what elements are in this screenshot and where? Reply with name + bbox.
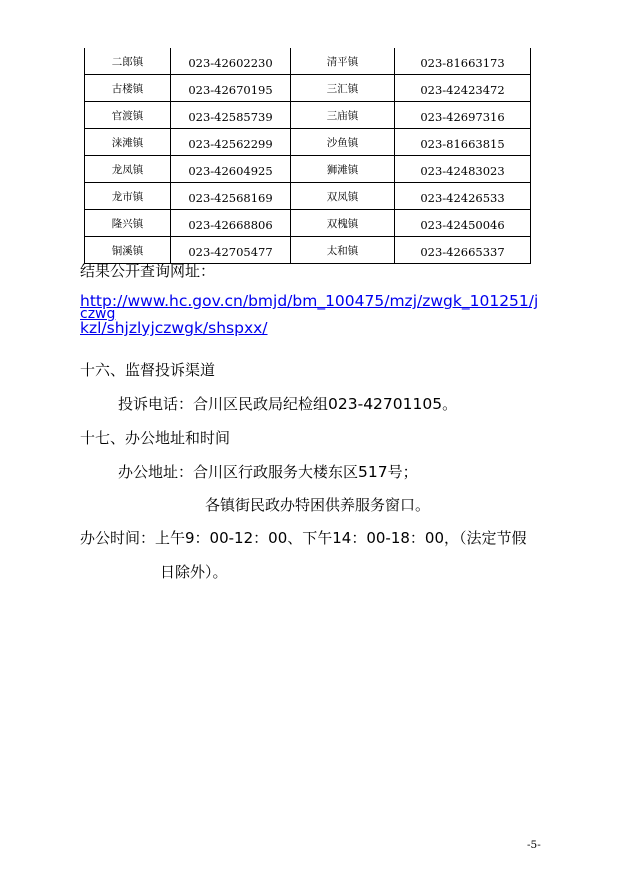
hours-pm-label: 、下午 xyxy=(287,529,333,547)
address-end: 号； xyxy=(387,463,418,481)
page-number: -5- xyxy=(527,839,541,851)
town-phone-table xyxy=(84,48,531,264)
table-row xyxy=(85,183,531,210)
table-row xyxy=(85,210,531,237)
town-name-cell: 隆兴镇 xyxy=(85,210,171,237)
town-name-cell: 太和镇 xyxy=(291,237,395,264)
result-query-label: 结果公开查询网址： xyxy=(80,262,216,280)
town-name-cell: 涞滩镇 xyxy=(85,129,171,156)
phone-number-cell: 023-42602230 xyxy=(171,48,291,75)
phone-number-cell: 023-42668806 xyxy=(171,210,291,237)
town-name-cell: 官渡镇 xyxy=(85,102,171,129)
section16-heading: 十六、监督投诉渠道 xyxy=(80,361,216,379)
phone-number-cell: 023-42426533 xyxy=(395,183,531,210)
section17-heading: 十七、办公地址和时间 xyxy=(80,429,231,447)
complaint-end: 。 xyxy=(442,395,458,413)
town-name-cell: 铜溪镇 xyxy=(85,237,171,264)
phone-number-cell: 023-42705477 xyxy=(171,237,291,264)
phone-number-cell: 023-42450046 xyxy=(395,210,531,237)
address-number: 517 xyxy=(358,463,388,481)
table-row xyxy=(85,129,531,156)
table-row xyxy=(85,48,531,75)
table-row xyxy=(85,156,531,183)
hours-tail: ，（法定节假 xyxy=(444,529,527,547)
town-name-cell: 清平镇 xyxy=(291,48,395,75)
result-query-link-2[interactable]: czwg xyxy=(80,306,116,322)
phone-number-cell: 023-42585739 xyxy=(171,102,291,129)
office-hours-line xyxy=(80,527,527,548)
phone-number-cell: 023-42562299 xyxy=(171,129,291,156)
town-name-cell: 双凤镇 xyxy=(291,183,395,210)
phone-number-cell: 023-81663173 xyxy=(395,48,531,75)
address-label: 办公地址：合川区行政服务大楼东区 xyxy=(118,463,359,481)
phone-number-cell: 023-42604925 xyxy=(171,156,291,183)
phone-number-cell: 023-42670195 xyxy=(171,75,291,102)
town-name-cell: 古楼镇 xyxy=(85,75,171,102)
phone-number-cell: 023-42665337 xyxy=(395,237,531,264)
town-name-cell: 三汇镇 xyxy=(291,75,395,102)
office-address-line xyxy=(118,461,418,482)
complaint-label: 投诉电话：合川区民政局纪检组 xyxy=(118,395,329,413)
phone-number-cell: 023-42697316 xyxy=(395,102,531,129)
result-query-link-3[interactable]: kzl/shjzlyjczwgk/shspxx/ xyxy=(80,319,268,337)
town-name-cell: 双槐镇 xyxy=(291,210,395,237)
town-name-cell: 沙鱼镇 xyxy=(291,129,395,156)
town-name-cell: 龙凤镇 xyxy=(85,156,171,183)
town-name-cell: 龙市镇 xyxy=(85,183,171,210)
town-name-cell: 三庙镇 xyxy=(291,102,395,129)
hours-label: 办公时间：上午 xyxy=(80,529,186,547)
town-name-cell: 二郎镇 xyxy=(85,48,171,75)
hours-pm: 14：00-18：00 xyxy=(332,529,445,547)
complaint-phone-line xyxy=(118,393,457,414)
town-name-cell: 狮滩镇 xyxy=(291,156,395,183)
table-row xyxy=(85,75,531,102)
result-query-link-1[interactable]: http://www.hc.gov.cn/bmjd/bm_100475/mzj/zwgk_101251/j xyxy=(80,292,539,310)
complaint-phone: 023-42701105 xyxy=(328,395,443,413)
office-address-line2: 各镇街民政办特困供养服务窗口。 xyxy=(205,496,431,514)
table-row xyxy=(85,102,531,129)
hours-am: 9：00-12：00 xyxy=(185,529,288,547)
phone-number-cell: 023-42568169 xyxy=(171,183,291,210)
office-hours-line2: 日除外）。 xyxy=(160,563,228,581)
phone-number-cell: 023-42423472 xyxy=(395,75,531,102)
phone-number-cell: 023-42483023 xyxy=(395,156,531,183)
phone-number-cell: 023-81663815 xyxy=(395,129,531,156)
